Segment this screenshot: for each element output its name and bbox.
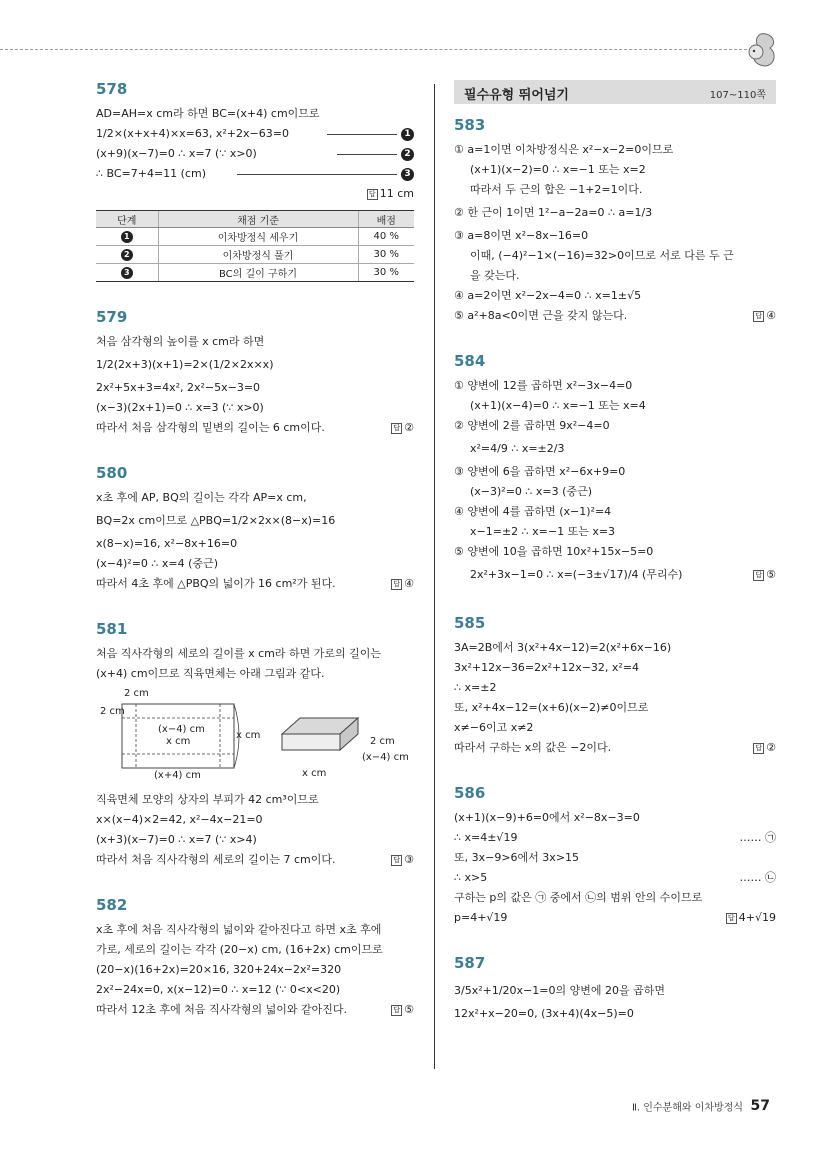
answer: 답 ⑤ — [753, 562, 776, 588]
solution-line: 따라서 처음 삼각형의 밑변의 길이는 6 cm이다. 답 ② — [96, 418, 414, 438]
solution-line: x×(x−4)×2=42, x²−4x−21=0 — [96, 813, 263, 826]
solution-line: 이때, (−4)²−1×(−16)=32>0이므로 서로 다른 두 근 — [470, 249, 734, 262]
table-row — [96, 228, 414, 246]
problem-584 — [454, 352, 776, 588]
solution-line: ⑤ a²+8a<0이면 근을 갖지 않는다. 답 ④ — [454, 306, 776, 326]
step-marker: 2 — [333, 144, 414, 164]
solution-line: ④ 양변에 4를 곱하면 (x−1)²=4 — [454, 505, 612, 518]
solution-line: ⑤ 양변에 10을 곱하면 10x²+15x−5=0 — [454, 545, 654, 558]
problem-number: 580 — [96, 464, 128, 482]
figure-label: (x+4) cm — [154, 770, 201, 781]
solution-line: BQ=2x cm이므로 △PBQ=1/2×2x×(8−x)=16 — [96, 514, 336, 527]
problem-number: 583 — [454, 116, 486, 134]
equation-text: (x+9)(x−7)=0 ∴ x=7 (∵ x>0) — [96, 147, 257, 160]
figure-label: x cm — [166, 736, 191, 747]
scoring-table — [96, 210, 414, 282]
solution-line — [96, 164, 414, 184]
solution-line: p=4+√19 답 4+√19 — [454, 908, 776, 928]
solution-line: ③ 양변에 6을 곱하면 x²−6x+9=0 — [454, 465, 626, 478]
problem-578 — [96, 80, 414, 282]
solution-line: ∴ x=±2 — [454, 681, 497, 694]
section-header-bar — [454, 80, 776, 104]
solution-line: (x+3)(x−7)=0 ∴ x=7 (∵ x>4) — [96, 833, 257, 846]
problem-number: 581 — [96, 620, 128, 638]
solution-line: 2x²+3x−1=0 ∴ x=(−3±√17)/4 (무리수) 답 ⑤ — [454, 562, 776, 588]
header-dashed-line — [0, 49, 752, 50]
solution-line: 3x²+12x−36=2x²+12x−32, x²=4 — [454, 661, 640, 674]
answer: 답 ④ — [391, 574, 414, 594]
page-number: 57 — [750, 1098, 770, 1114]
solution-line: (20−x)(16+2x)=20×16, 320+24x−2x²=320 — [96, 963, 342, 976]
equation-text: 1/2×(x+x+4)×x=63, x²+2x−63=0 — [96, 127, 289, 140]
answer-line — [96, 184, 414, 204]
solution-line: (x−3)²=0 ∴ x=3 (중근) — [470, 485, 592, 498]
solution-line: ④ a=2이면 x²−2x−4=0 ∴ x=1±√5 — [454, 289, 642, 302]
solution-line: 12x²+x−20=0, (3x+4)(4x−5)=0 — [454, 1007, 634, 1020]
solution-line: 2x²+5x+3=4x², 2x²−5x−3=0 — [96, 381, 261, 394]
solution-line: (x+1)(x−9)+6=0에서 x²−8x−3=0 — [454, 811, 640, 824]
problem-583 — [454, 116, 776, 326]
table-header: 배점 — [358, 211, 414, 228]
condition-marker: …… ㉠ — [739, 831, 776, 844]
solution-line: 따라서 두 근의 합은 −1+2=1이다. — [470, 183, 643, 196]
answer-icon: 답 — [726, 913, 737, 924]
problem-579 — [96, 308, 414, 438]
solution-line: (x+1)(x−4)=0 ∴ x=−1 또는 x=4 — [470, 399, 646, 412]
table-cell: 30 % — [358, 264, 414, 282]
table-cell: 40 % — [358, 228, 414, 246]
problem-number: 584 — [454, 352, 486, 370]
solution-line: 직육면체 모양의 상자의 부피가 42 cm³이므로 — [96, 793, 319, 806]
answer: 답 ⑤ — [391, 1000, 414, 1020]
problem-582 — [96, 896, 414, 1020]
chapter-title: Ⅱ. 인수분해와 이차방정식 — [631, 1102, 744, 1114]
solution-line: 1/2(2x+3)(x+1)=2×(1/2×2x×x) — [96, 358, 274, 371]
page-range: 107~110쪽 — [709, 90, 766, 101]
answer-icon: 답 — [391, 855, 402, 866]
answer: 답 11 cm — [367, 184, 414, 204]
solution-line — [96, 144, 414, 164]
section-title: 필수유형 뛰어넘기 — [464, 88, 569, 103]
table-cell: BC의 길이 구하기 — [158, 264, 358, 282]
equation-text: ∴ BC=7+4=11 (cm) — [96, 167, 207, 180]
table-header: 채점 기준 — [158, 211, 358, 228]
solution-line: x(8−x)=16, x²−8x+16=0 — [96, 537, 238, 550]
figure-label: x cm — [302, 768, 327, 779]
answer-icon: 답 — [391, 579, 402, 590]
solution-line: (x−4)²=0 ∴ x=4 (중근) — [96, 557, 218, 570]
solution-line: ② 한 근이 1이면 1²−a−2a=0 ∴ a=1/3 — [454, 206, 653, 219]
solution-line: AD=AH=x cm라 하면 BC=(x+4) cm이므로 — [96, 107, 320, 120]
solution-line: 따라서 4초 후에 △PBQ의 넓이가 16 cm²가 된다. 답 ④ — [96, 574, 414, 594]
solution-line: 가로, 세로의 길이는 각각 (20−x) cm, (16+2x) cm이므로 — [96, 943, 383, 956]
problem-580 — [96, 464, 414, 594]
problem-587 — [454, 954, 776, 1024]
problem-581 — [96, 620, 414, 870]
problem-number: 578 — [96, 80, 128, 98]
answer-icon: 답 — [367, 189, 378, 200]
solution-line: ③ a=8이면 x²−8x−16=0 — [454, 229, 589, 242]
step-marker: 1 — [323, 124, 414, 144]
solution-line: 따라서 처음 직사각형의 세로의 길이는 7 cm이다. 답 ③ — [96, 850, 414, 870]
problem-number: 582 — [96, 896, 128, 914]
column-divider — [434, 84, 435, 1069]
solution-line: 2x²−24x=0, x(x−12)=0 ∴ x=12 (∵ 0<x<20) — [96, 983, 341, 996]
solution-line: ① a=1이면 이차방정식은 x²−x−2=0이므로 — [454, 143, 674, 156]
solution-line: x≠−6이고 x≠2 — [454, 721, 534, 734]
step-marker: 3 — [233, 164, 414, 184]
solution-line: (x+4) cm이므로 직육면체는 아래 그림과 같다. — [96, 667, 325, 680]
solution-line: 을 갖는다. — [470, 269, 520, 282]
solution-line: x−1=±2 ∴ x=−1 또는 x=3 — [470, 525, 616, 538]
solution-line: x초 후에 AP, BQ의 길이는 각각 AP=x cm, — [96, 491, 307, 504]
answer-icon: 답 — [753, 311, 764, 322]
solution-line: ∴ x>5 …… ㉡ — [454, 868, 776, 888]
answer-icon: 답 — [391, 1005, 402, 1016]
problem-number: 585 — [454, 614, 486, 632]
table-cell: 이차방정식 세우기 — [158, 228, 358, 246]
problem-number: 587 — [454, 954, 486, 972]
solution-line: 3/5x²+1/20x−1=0의 양변에 20을 곱하면 — [454, 984, 665, 997]
solution-line: 처음 직사각형의 세로의 길이를 x cm라 하면 가로의 길이는 — [96, 647, 382, 660]
box-net-figure — [96, 688, 414, 784]
solution-line: 따라서 구하는 x의 값은 −2이다. 답 ② — [454, 738, 776, 758]
solution-line: x초 후에 처음 직사각형의 넓이와 같아진다고 하면 x초 후에 — [96, 923, 382, 936]
squirrel-icon — [744, 30, 782, 68]
table-header: 단계 — [96, 211, 158, 228]
solution-line: 구하는 p의 값은 ㉠ 중에서 ㉡의 범위 안의 수이므로 — [454, 891, 703, 904]
problem-number: 586 — [454, 784, 486, 802]
answer: 답 ② — [391, 418, 414, 438]
left-column — [96, 80, 414, 1046]
problem-number: 579 — [96, 308, 128, 326]
table-cell: 3 — [96, 264, 158, 282]
solution-line: 또, x²+4x−12=(x+6)(x−2)≠0이므로 — [454, 701, 649, 714]
table-cell: 2 — [96, 246, 158, 264]
answer: 답 4+√19 — [726, 908, 776, 928]
table-row — [96, 246, 414, 264]
table-cell: 이차방정식 풀기 — [158, 246, 358, 264]
condition-marker: …… ㉡ — [739, 871, 776, 884]
solution-line: 또, 3x−9>6에서 3x>15 — [454, 851, 580, 864]
table-row — [96, 264, 414, 282]
answer-icon: 답 — [391, 423, 402, 434]
solution-line: 따라서 12초 후에 처음 직사각형의 넓이와 같아진다. 답 ⑤ — [96, 1000, 414, 1020]
answer-icon: 답 — [753, 570, 764, 581]
figure-label: 2 cm — [100, 706, 125, 717]
solution-line: 처음 삼각형의 높이를 x cm라 하면 — [96, 335, 265, 348]
problem-585 — [454, 614, 776, 758]
solution-line: ∴ x=4±√19 …… ㉠ — [454, 828, 776, 848]
answer: 답 ④ — [753, 306, 776, 326]
table-cell: 1 — [96, 228, 158, 246]
figure-label: (x−4) cm — [158, 724, 205, 735]
answer-icon: 답 — [753, 743, 764, 754]
solution-line: x²=4/9 ∴ x=±2/3 — [470, 442, 565, 455]
figure-label: 2 cm — [124, 688, 149, 699]
figure-label: (x−4) cm — [362, 752, 409, 763]
solution-line: (x−3)(2x+1)=0 ∴ x=3 (∵ x>0) — [96, 401, 264, 414]
problem-586 — [454, 784, 776, 928]
solution-line — [96, 124, 414, 144]
solution-line: ② 양변에 2를 곱하면 9x²−4=0 — [454, 419, 610, 432]
solution-line: (x+1)(x−2)=0 ∴ x=−1 또는 x=2 — [470, 163, 646, 176]
answer: 답 ③ — [391, 850, 414, 870]
figure-label: x cm — [236, 730, 261, 741]
right-column — [454, 80, 776, 1050]
page-footer — [620, 1098, 770, 1118]
solution-line: 3A=2B에서 3(x²+4x−12)=2(x²+6x−16) — [454, 641, 672, 654]
solution-line: ① 양변에 12를 곱하면 x²−3x−4=0 — [454, 379, 633, 392]
answer: 답 ② — [753, 738, 776, 758]
figure-label: 2 cm — [370, 736, 395, 747]
table-cell: 30 % — [358, 246, 414, 264]
